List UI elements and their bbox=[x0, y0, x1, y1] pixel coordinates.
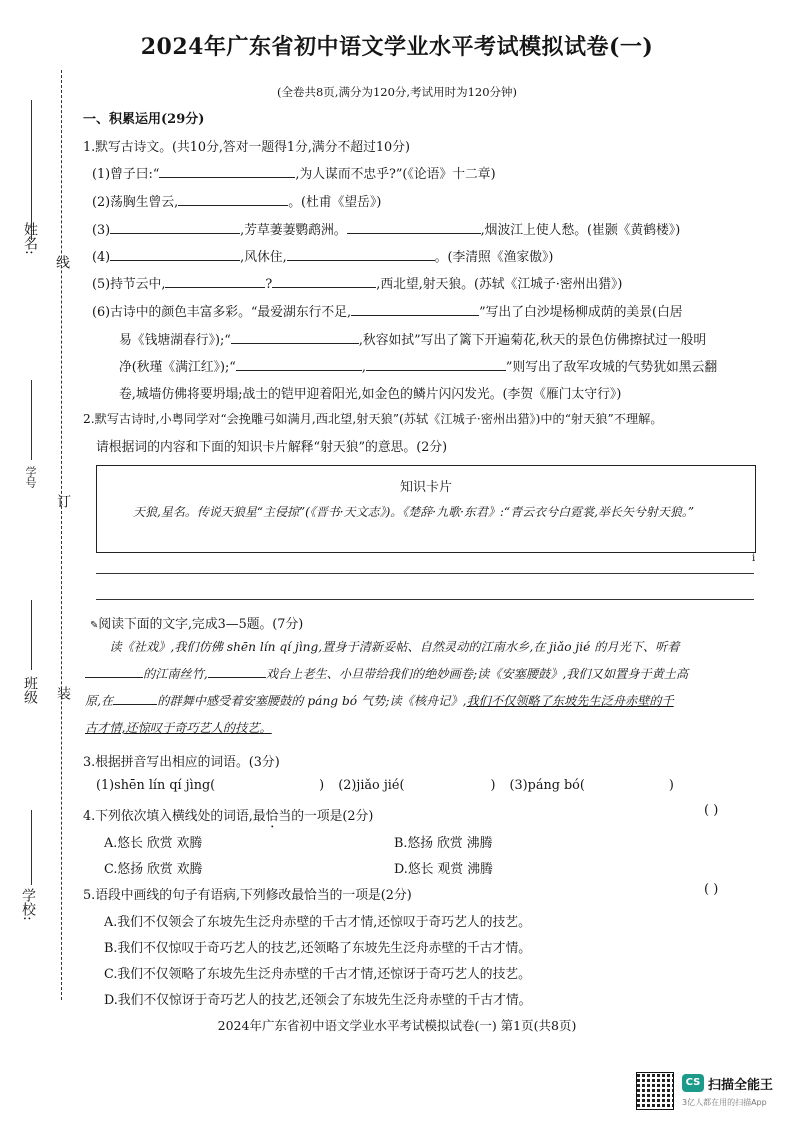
q4-option-a[interactable]: A.悠长 欣赏 欢腾 bbox=[104, 836, 203, 851]
q4-stem: 4.下列依次填入横线处的词语,最恰当的一项是(2分) bbox=[83, 809, 374, 824]
q1-item5: (5)持节云中, ? ,西北望,射天狼。(苏轼《江城子·密州出猎》) bbox=[92, 277, 623, 292]
passage-line2: 的江南丝竹, 戏台上老生、小旦带给我们的绝妙画卷;读《安塞腰鼓》,我们又如置身于黄土高 bbox=[85, 661, 755, 688]
passage-line4: 古才情,还惊叹于奇巧艺人的技艺。 bbox=[85, 721, 272, 735]
answer-blank[interactable] bbox=[366, 369, 506, 371]
q1-item2: (2)荡胸生曾云, 。(杜甫《望岳》) bbox=[92, 195, 382, 210]
q1-item6-line2: 易《钱塘湖春行》);“ ,秋容如拭”写出了篱下开遍菊花,秋天的景色仿佛擦拭过一般明 bbox=[119, 333, 707, 348]
passage-blank[interactable] bbox=[208, 676, 266, 678]
answer-line[interactable] bbox=[96, 599, 754, 600]
q3-items: (1)shēn lín qí jìng( ) (2)jiǎo jié( ) (3)páng bó( ) bbox=[96, 778, 674, 793]
passage-blank[interactable] bbox=[85, 676, 143, 678]
q4-option-d[interactable]: D.悠长 观赏 沸腾 bbox=[394, 862, 493, 877]
knowledge-card bbox=[96, 465, 756, 553]
section-heading: 一、积累运用(29分) bbox=[83, 112, 205, 127]
pencil-icon: ✎ bbox=[90, 620, 99, 631]
number-line bbox=[31, 380, 32, 460]
number-label: 学号 bbox=[24, 466, 37, 488]
ding-char: 订 bbox=[55, 494, 71, 508]
answer-blank[interactable] bbox=[110, 232, 240, 234]
card-body: 天狼,星名。传说天狼星“主侵掠”(《晋书·天文志》)。《楚辞·九歌·东君》:“青云衣兮白霓裳,举长矢兮射天狼。” bbox=[133, 505, 695, 519]
camscanner-tagline: 3亿人都在用的扫描App bbox=[682, 1098, 767, 1107]
reading-intro: ✎阅读下面的文字,完成3—5题。(7分) bbox=[90, 617, 304, 632]
q2-stem-line2: 请根据词的内容和下面的知识卡片解释“射天狼”的意思。(2分) bbox=[96, 440, 448, 455]
answer-blank[interactable] bbox=[178, 204, 288, 206]
q5-option-b[interactable]: B.我们不仅惊叹于奇巧艺人的技艺,还领略了东坡先生泛舟赤壁的千古才情。 bbox=[104, 941, 532, 956]
exam-title: 2024年广东省初中语文学业水平考试模拟试卷(一) bbox=[140, 34, 654, 60]
q1-item1: (1)曾子曰:“ ,为人谋而不忠乎?”(《论语》十二章) bbox=[92, 167, 496, 182]
q5-option-d[interactable]: D.我们不仅惊讶于奇巧艺人的技艺,还领会了东坡先生泛舟赤壁的千古才情。 bbox=[104, 993, 532, 1008]
zhuang-char: 装 bbox=[55, 686, 71, 700]
q5-option-c[interactable]: C.我们不仅领略了东坡先生泛舟赤壁的千古才情,还惊讶于奇巧艺人的技艺。 bbox=[104, 967, 531, 982]
q1-item6-line4: 卷,城墙仿佛将要坍塌;战士的铠甲迎着阳光,如金色的鳞片闪闪发光。(李贺《雁门太守行》) bbox=[119, 387, 622, 402]
answer-blank[interactable] bbox=[165, 286, 265, 288]
q4-option-c[interactable]: C.悠扬 欣赏 欢腾 bbox=[104, 862, 203, 877]
q5-option-a[interactable]: A.我们不仅领会了东坡先生泛舟赤壁的千古才情,还惊叹于奇巧艺人的技艺。 bbox=[104, 915, 531, 930]
passage-blank[interactable] bbox=[113, 703, 157, 705]
q1-item6-line3: 净(秋瑾《满江红》);“ , ”则写出了敌军攻城的气势犹如黑云翻 bbox=[119, 360, 718, 375]
q2-stem-line1: 2.默写古诗时,小粤同学对“会挽雕弓如满月,西北望,射天狼”(苏轼《江城子·密州出猎》)中的“射天狼”不理解。 bbox=[83, 412, 663, 426]
answer-blank[interactable] bbox=[272, 286, 376, 288]
answer-blank[interactable] bbox=[110, 259, 240, 261]
answer-blank[interactable] bbox=[287, 259, 435, 261]
name-line bbox=[31, 100, 32, 240]
camscanner-name: 扫描全能王 bbox=[708, 1078, 774, 1093]
card-title: 知识卡片 bbox=[399, 480, 452, 495]
q1-item3: (3) ,芳草萋萋鹦鹉洲。 ,烟波江上使人愁。(崔颢《黄鹤楼》) bbox=[92, 223, 681, 238]
school-label: 学校: bbox=[20, 888, 36, 921]
q5-answer-paren[interactable]: ( ) bbox=[704, 882, 719, 897]
q1-stem: 1.默写古诗文。(共10分,答对一题得1分,满分不超过10分) bbox=[83, 140, 410, 155]
answer-blank[interactable] bbox=[159, 176, 295, 178]
qr-code-icon bbox=[636, 1072, 674, 1110]
q4-answer-paren[interactable]: ( ) bbox=[704, 803, 719, 818]
q4-option-b[interactable]: B.悠扬 欣赏 沸腾 bbox=[394, 836, 493, 851]
reading-passage bbox=[85, 634, 755, 742]
answer-line[interactable] bbox=[96, 573, 754, 574]
name-label: 姓名: bbox=[22, 222, 38, 255]
answer-blank[interactable] bbox=[347, 232, 481, 234]
answer-blank[interactable] bbox=[236, 369, 362, 371]
school-line bbox=[31, 810, 32, 885]
exam-subtitle: (全卷共8页,满分为120分,考试用时为120分钟) bbox=[277, 85, 517, 99]
q1-item6-line1: (6)古诗中的颜色丰富多彩。“最爱湖东行不足, ”写出了白沙堤杨柳成荫的美景(白居 bbox=[92, 305, 683, 320]
passage-line1: 读《社戏》,我们仿佛 shēn lín qí jìng,置身于清新妥帖、自然灵动的江南水乡,在 jiǎo jié 的月光下、听着 bbox=[109, 640, 680, 654]
camscanner-logo: CS bbox=[682, 1074, 704, 1092]
q5-stem: 5.语段中画线的句子有语病,下列修改最恰当的一项是(2分) bbox=[83, 888, 412, 903]
page-footer: 2024年广东省初中语文学业水平考试模拟试卷(一) 第1页(共8页) bbox=[217, 1018, 577, 1033]
passage-line3: 原,在 的群舞中感受着安塞腰鼓的 páng bó 气势;读《核舟记》,我们不仅领略了东坡先生泛舟赤壁的千 bbox=[85, 694, 674, 708]
class-label: 班级 bbox=[22, 676, 38, 704]
answer-blank[interactable] bbox=[351, 314, 479, 316]
line-char: 线 bbox=[54, 255, 70, 269]
q1-item4: (4) ,风休住, 。(李清照《渔家傲》) bbox=[92, 250, 554, 265]
binding-dashed-line bbox=[61, 70, 62, 1000]
class-line bbox=[31, 600, 32, 670]
stray-mark: i bbox=[752, 553, 756, 564]
q3-stem: 3.根据拼音写出相应的词语。(3分) bbox=[83, 755, 280, 770]
answer-blank[interactable] bbox=[231, 342, 359, 344]
